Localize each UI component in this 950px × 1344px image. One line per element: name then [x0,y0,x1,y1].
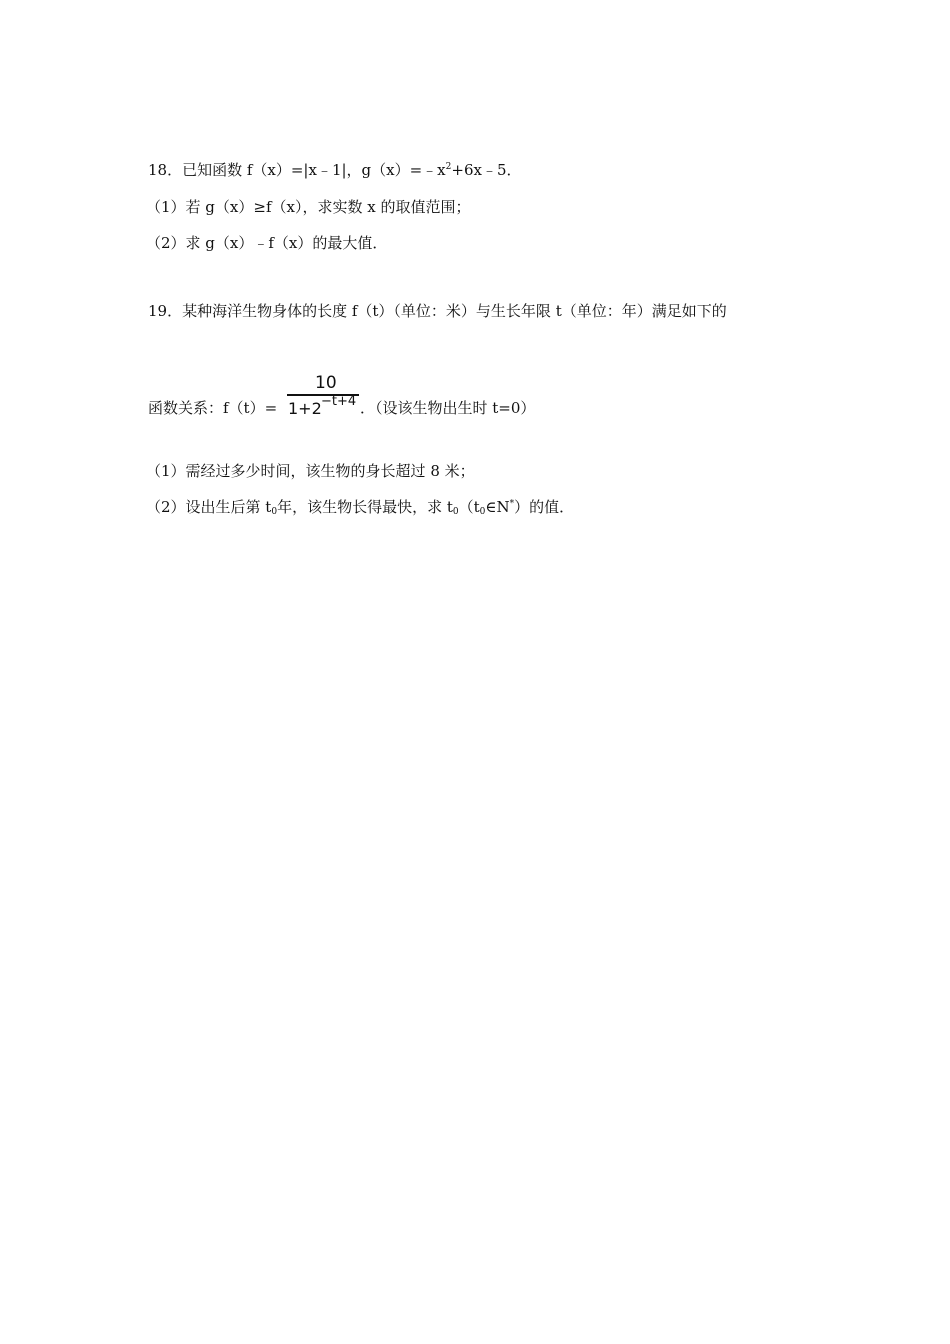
fraction-numerator: 10 [315,373,337,393]
q18-stem-text-end: +6x﹣5． [451,161,522,179]
question-19-part-1: （1）需经过多少时间，该生物的身长超过 8 米； [146,462,475,480]
question-19-formula-suffix: ．（设该生物出生时 t=0） [360,399,536,417]
question-19-part-2: （2）设出生后第 $t_0$年，该生物长得最快，求 $t_0(t_0\in N^*)$的值． [146,498,575,517]
question-18-part-2: （2）求 g（x）﹣f（x）的最大值． [146,234,388,252]
formula-fraction [287,374,363,422]
fraction-denominator: 1+2 [288,399,322,418]
fraction-exponent: −t+4 [321,394,357,409]
q18-stem-text: 18．已知函数 f（x）=|x﹣1|，g（x）=﹣x [148,161,446,179]
question-18-part-1: （1）若 g（x）≥f（x），求实数 x 的取值范围； [146,198,471,216]
q18-exponent: 2 [445,162,452,172]
question-18-stem [148,160,522,180]
question-19-formula-prefix: 函数关系：f（t）= [148,399,278,417]
question-19-stem: 19．某种海洋生物身体的长度 f（t）（单位：米）与生长年限 t（单位：年）满足如下的 [148,302,727,320]
